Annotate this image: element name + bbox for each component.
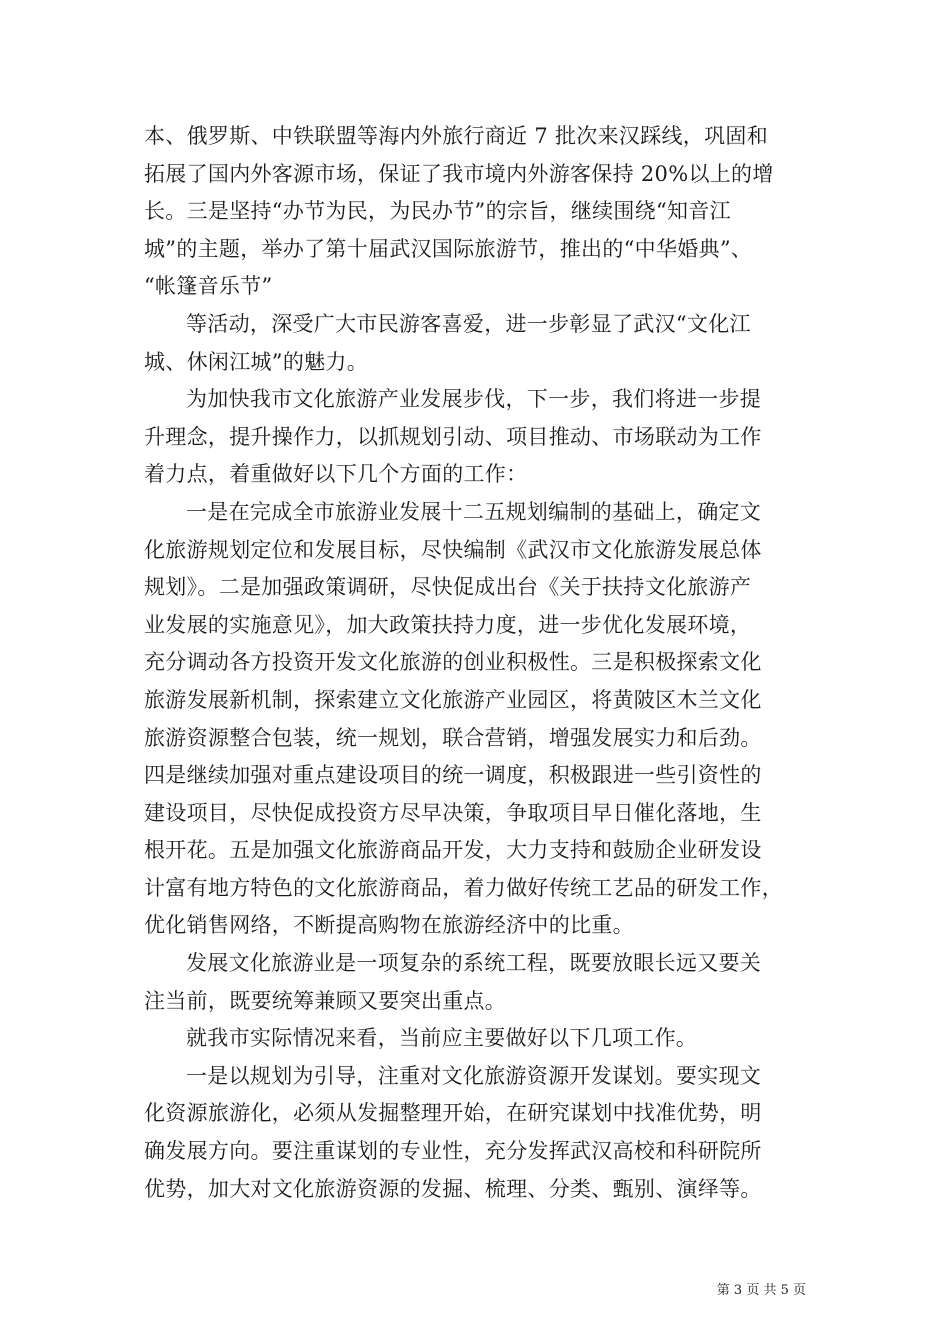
text-line: 旅游发展新机制，探索建立文化旅游产业园区，将黄陂区木兰文化: [144, 687, 762, 712]
text-line: 等活动，深受广大市民游客喜爱，进一步彰显了武汉“文化江: [186, 311, 751, 336]
text-line: 升理念，提升操作力，以抓规划引动、项目推动、市场联动为工作: [144, 424, 762, 449]
text-line: 计富有地方特色的文化旅游商品，着力做好传统工艺品的研发工作，: [144, 875, 783, 900]
text-line: 化旅游规划定位和发展目标，尽快编制《武汉市文化旅游发展总体: [144, 537, 762, 562]
text-line: 业发展的实施意见》，加大政策扶持力度，进一步优化发展环境，: [144, 612, 752, 637]
text-line: 一是以规划为引导，注重对文化旅游资源开发谋划。要实现文: [186, 1063, 762, 1088]
text-line: 城、休闲江城”的魅力。: [144, 349, 369, 374]
text-line: 城”的主题，举办了第十届武汉国际旅游节，推出的“中华婚典”、: [144, 236, 753, 261]
text-line: 拓展了国内外客源市场，保证了我市境内外游客保持 20%以上的增: [144, 161, 774, 186]
text-line: 根开花。五是加强文化旅游商品开发，大力支持和鼓励企业研发设: [144, 838, 762, 863]
text-line: 化资源旅游化，必须从发掘整理开始，在研究谋划中找准优势，明: [144, 1101, 762, 1126]
text-line: 优势，加大对文化旅游资源的发掘、梳理、分类、甄别、演绎等。: [144, 1176, 762, 1201]
text-line: 规划》。二是加强政策调研，尽快促成出台《关于扶持文化旅游产: [144, 575, 752, 600]
text-line: 充分调动各方投资开发文化旅游的创业积极性。三是积极探索文化: [144, 650, 762, 675]
text-line: 为加快我市文化旅游产业发展步伐，下一步，我们将进一步提: [186, 387, 762, 412]
text-line: 本、俄罗斯、中铁联盟等海内外旅行商近 7 批次来汉踩线，巩固和: [144, 124, 769, 148]
text-line: 优化销售网络，不断提高购物在旅游经济中的比重。: [144, 913, 634, 938]
page-footer: 第 3 页 共 5 页: [716, 1283, 806, 1298]
text-line: 就我市实际情况来看，当前应主要做好以下几项工作。: [186, 1026, 698, 1051]
text-line: 四是继续加强对重点建设项目的统一调度，积极跟进一些引资性的: [144, 763, 762, 788]
text-line: 建设项目，尽快促成投资方尽早决策，争取项目早日催化落地，生: [144, 800, 762, 825]
body-text: [144, 118, 824, 1208]
text-line: 着力点，着重做好以下几个方面的工作：: [144, 462, 528, 487]
text-line: 注当前，既要统筹兼顾又要突出重点。: [144, 988, 507, 1013]
text-line: 长。三是坚持“办节为民，为民办节”的宗旨，继续围绕“知音江: [144, 199, 731, 224]
text-line: “帐篷音乐节”: [144, 274, 273, 299]
text-line: 发展文化旅游业是一项复杂的系统工程，既要放眼长远又要关: [186, 951, 762, 976]
text-line: 一是在完成全市旅游业发展十二五规划编制的基础上，确定文: [186, 499, 762, 524]
text-line: 旅游资源整合包装，统一规划，联合营销，增强发展实力和后劲。: [144, 725, 762, 750]
text-line: 确发展方向。要注重谋划的专业性，充分发挥武汉高校和科研院所: [144, 1139, 762, 1164]
